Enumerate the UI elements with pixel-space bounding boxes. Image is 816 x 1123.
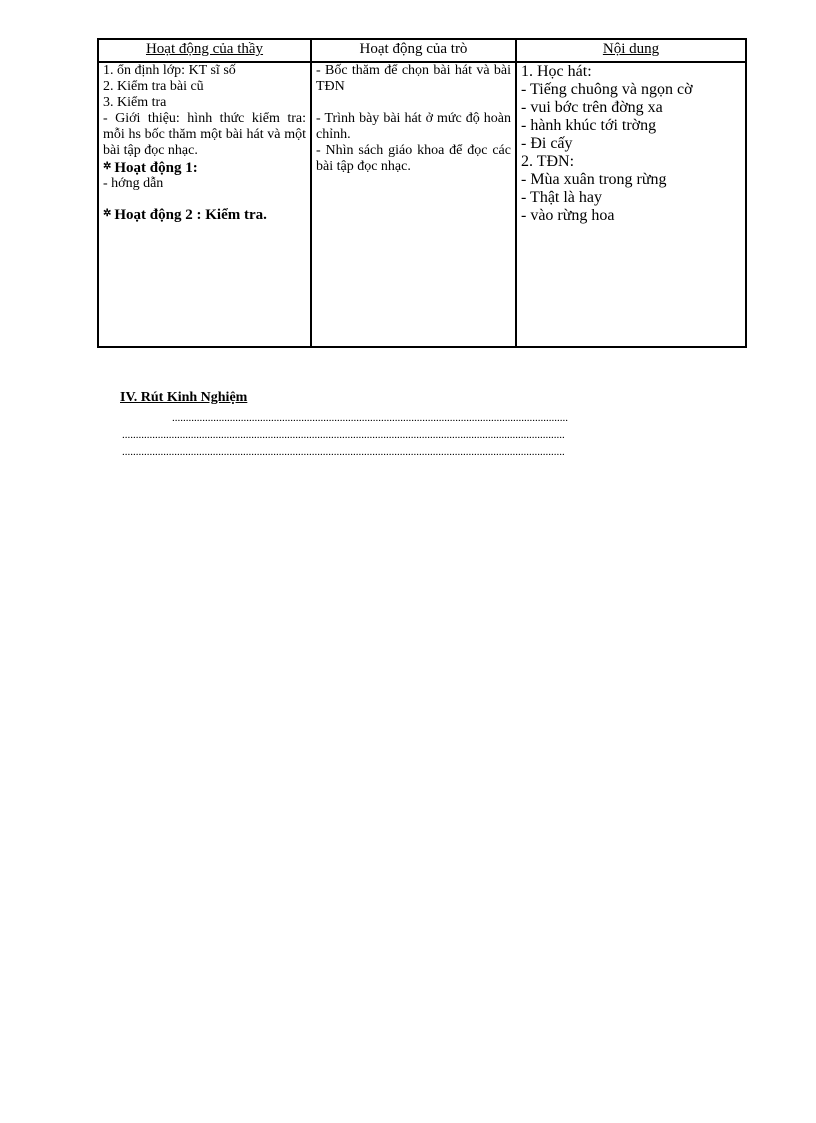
content-line: - Đi cấy — [521, 135, 573, 152]
content-cell — [516, 62, 746, 347]
teacher-line: 1. ổn định lớp: KT sĩ số — [103, 63, 236, 78]
content-line: - hành khúc tới trờng — [521, 117, 657, 134]
star-bullet-icon: ✲ — [103, 161, 112, 172]
header-content: Nội dung — [516, 39, 746, 62]
header-teacher-activity: Hoạt động của thầy — [98, 39, 311, 62]
content-line: 1. Học hát: — [521, 63, 592, 80]
notes-line: ................................................................................................................................................................. — [122, 446, 565, 458]
activity-1-heading: ✲ Hoạt động 1: — [103, 160, 198, 176]
content-line: - Mùa xuân trong rừng — [521, 171, 667, 188]
content-line: - Tiếng chuông và ngọn cờ — [521, 81, 693, 98]
content-line: - vào rừng hoa — [521, 207, 615, 224]
teacher-intro: - Giới thiệu: hình thức kiểm tra: mỗi hs bốc thăm một bài hát và một bài tập đọc nhạc. — [103, 111, 306, 158]
content-line: 2. TĐN: — [521, 153, 575, 170]
teacher-line: 2. Kiểm tra bài cũ — [103, 79, 204, 94]
teacher-guide: - hớng dẫn — [103, 176, 164, 191]
lesson-plan-table — [97, 38, 747, 348]
star-bullet-icon: ✲ — [103, 208, 112, 219]
student-item: - Nhìn sách giáo khoa để đọc các bài tập đọc nhạc. — [316, 143, 511, 174]
notes-line: ................................................................................................................................................................. — [122, 429, 565, 441]
content-line: - vui bớc trên đờng xa — [521, 99, 663, 116]
teacher-line: 3. Kiểm tra — [103, 95, 167, 110]
section-title: IV. Rút Kinh Nghiệm — [120, 390, 248, 405]
content-line: - Thật là hay — [521, 189, 603, 206]
table-row — [98, 62, 746, 347]
activity-2-heading: ✲ Hoạt động 2 : Kiểm tra. — [103, 207, 267, 223]
teacher-activity-cell — [98, 62, 311, 347]
student-item: - Trình bày bài hát ở mức độ hoàn chỉnh. — [316, 111, 511, 142]
table-header-row — [98, 39, 746, 62]
student-item: - Bốc thăm để chọn bài hát và bài TĐN — [316, 63, 511, 94]
header-student-activity: Hoạt động của trò — [311, 39, 516, 62]
notes-line: ................................................................................................................................................ — [172, 412, 568, 424]
student-activity-cell — [311, 62, 516, 347]
